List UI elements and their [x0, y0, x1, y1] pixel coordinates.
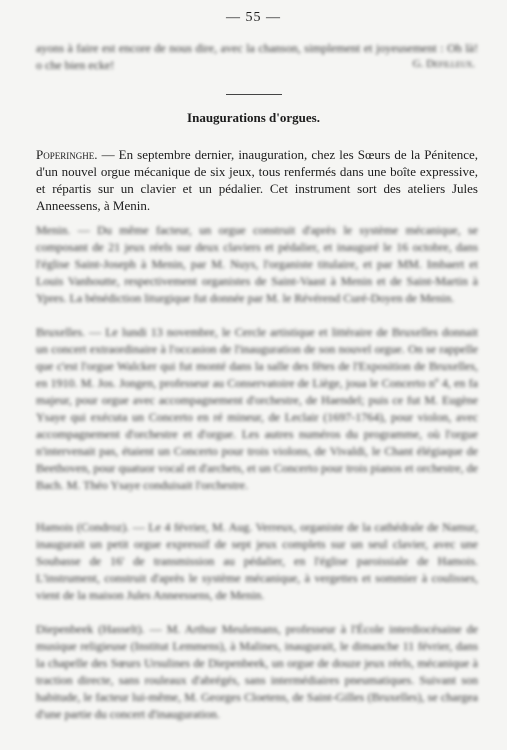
- bruxelles-paragraph: Bruxelles. — Le lundi 13 novembre, le Cercle artistique et littéraire de Bruxelles donnait un concert extraordinaire à l'occasion de l'inauguration de son nouvel orgue. On se rappelle que c'est l'orgue Walcker qui fut monté dans la salle des fêtes de l'Exposition de Bruxelles, en 1910. M. Jos. Jongen, professeur au Conservatoire de Liège, joua le Concerto nº 4, en fa majeur, pour orgue avec accompagnement d'orchestre, de Haendel; puis ce fut M. Eugène Ysaye qui exécuta un Concerto en ré mineur, de Leclair (1697-1764), pour violon, avec accompagnement d'orchestre et d'orgue. Les autres numéros du programme, où l'orgue n'intervenait pas, étaient un Concerto pour trois violons, de Vivaldi, le Chant élégiaque de Beethoven, pour quatuor vocal et d'archets, et un Concerto pour trois pianos et orchestre, de Bach. M. Théo Ysaye conduisait l'orchestre.: [36, 325, 478, 492]
- section-heading: Inaugurations d'orgues.: [187, 110, 320, 125]
- poperinghe-paragraph: [36, 146, 478, 214]
- hamois-paragraph: Hamois (Condroz). — Le 4 février, M. Aug. Verreux, organiste de la cathédrale de Namur, inaugurait un petit orgue expressif de sept jeux complets sur un seul clavier, avec une Soubasse de 16' de transmission au pédalier, en l'église paroissiale de Hamois. L'instrument, construit d'après le système mécanique, à vergettes et sommier à coulisses, vient de la maison Jules Anneessens, de Menin.: [36, 520, 478, 602]
- diepenbeek-paragraph: Diepenbeek (Hasselt). — M. Arthur Meulemans, professeur à l'École interdiocésaine de musique religieuse (Institut Lemmens), à Malines, inaugurait, le dimanche 11 février, dans la chapelle des Sœurs Ursulines de Diepenbeek, un orgue de douze jeux réels, mécanique à traction directe, sans rouleaux d'abrégés, sans intermédiaires pneumatiques. Suivant son habitude, le facteur lui-même, M. Georges Cloetens, de Saint-Gilles (Bruxelles), se chargea d'une partie du concert d'inauguration.: [36, 622, 478, 721]
- poperinghe-place: Poperinghe.: [36, 147, 98, 162]
- intro-paragraph: ayons à faire est encore de nous dire, avec la chanson, simplement et joyeusement : Oh là! o che bien ecke!: [36, 41, 478, 72]
- poperinghe-text: — En septembre dernier, inauguration, chez les Sœurs de la Pénitence, d'un nouvel orgue mécanique de six jeux, tous renfermés dans une boîte expressive, et répartis sur un clavier et un pédalier. Cet instrument sort des ateliers Jules Anneessens, à Menin.: [36, 147, 478, 213]
- section-divider: [226, 94, 282, 95]
- page-number: — 55 —: [226, 10, 281, 25]
- menin-paragraph: Menin. — Du même facteur, un orgue construit d'après le système mécanique, se composant de 21 jeux réels sur deux claviers et pédalier, et inauguré le 16 octobre, dans l'église Saint-Joseph à Menin, par M. Nuys, l'organiste titulaire, et par MM. Imbaert et Louis Vanhoutte, respectivement organistes de Saint-Vaast à Menin et de Saint-Martin à Ypres. La bénédiction liturgique fut donnée par M. le Révérend Curé-Doyen de Menin.: [36, 223, 478, 305]
- intro-signature: G. Defilleux.: [412, 58, 475, 70]
